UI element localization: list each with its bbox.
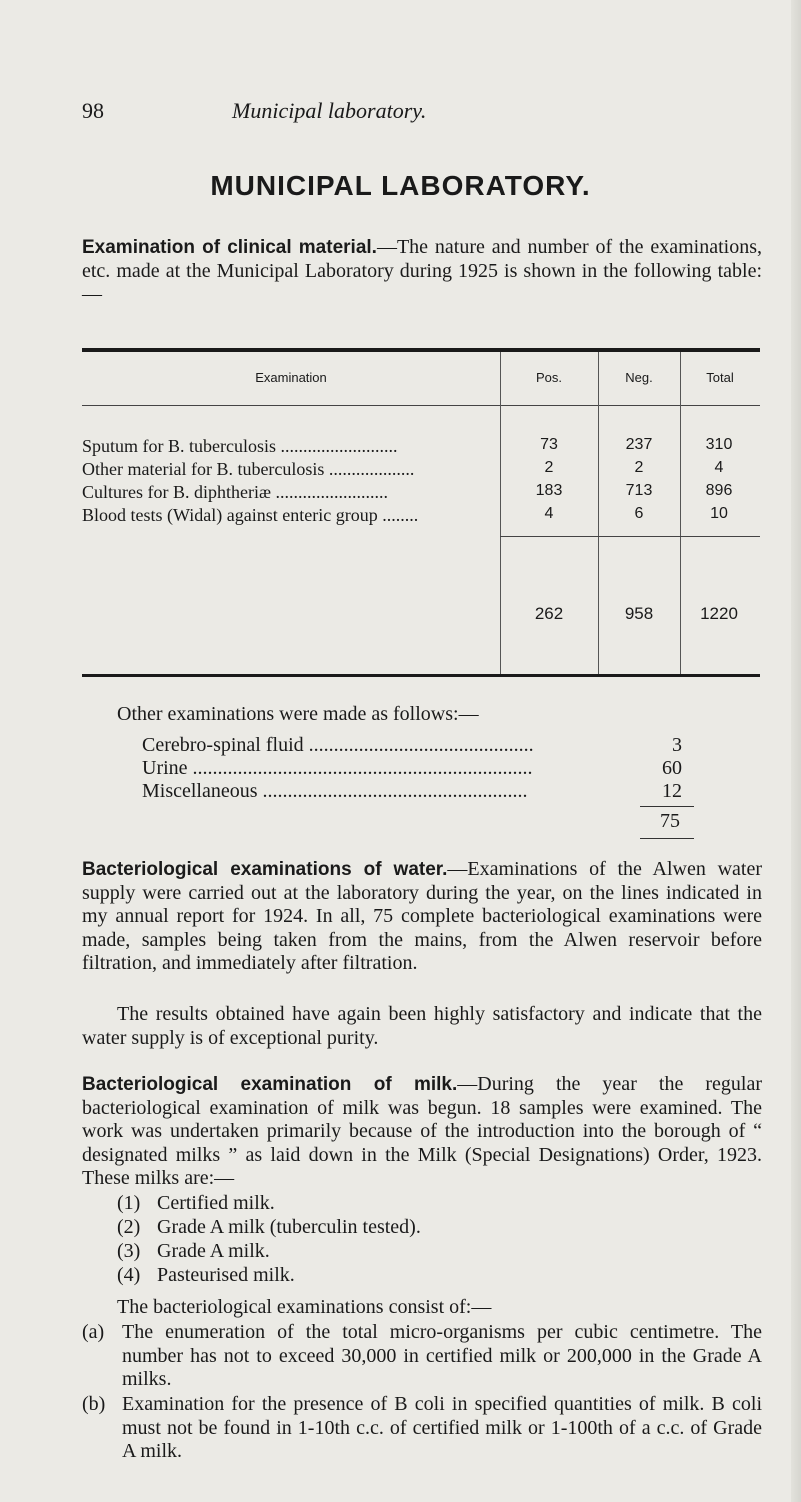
water-results: The results obtained have again been highly satisfactory and indicate that the water supply is of exceptional purity. [82, 1003, 762, 1049]
row-label: Other material for B. tuberculosis ................... [82, 459, 415, 479]
other-item [142, 757, 682, 781]
table-top-rule [82, 348, 760, 352]
water-section [82, 858, 762, 976]
page-number: 98 [82, 98, 104, 123]
consist-intro: The bacteriological examinations consist of:— [117, 1296, 492, 1318]
row-total: 10 [710, 505, 728, 522]
header-neg: Neg. [625, 370, 653, 385]
row-total: 896 [705, 482, 733, 499]
table-bottom-rule [82, 674, 760, 677]
row-label: Sputum for B. tuberculosis .......................... [82, 436, 398, 456]
list-item [117, 1192, 275, 1215]
other-item-label: Urine .................................................................... [142, 757, 533, 779]
table-row [82, 459, 760, 482]
table-row [82, 482, 760, 505]
list-item-text: Pasteurised milk. [157, 1264, 295, 1286]
other-item-value: 12 [662, 780, 682, 802]
list-item-key: (4) [117, 1264, 141, 1286]
milk-heading: Bacteriological examination of milk. [82, 1074, 458, 1095]
sum-rule [640, 806, 694, 807]
row-neg: 237 [625, 436, 653, 453]
other-item-label: Cerebro-spinal fluid ............................................. [142, 734, 534, 756]
list-item-text: Examination for the presence of B coli in specified quantities of milk. B coli must not be found in 1-10th c.c. of certified milk or 1-100th of a c.c. of Grade A milk. [122, 1393, 762, 1462]
other-item-label: Miscellaneous ..................................................... [142, 780, 528, 802]
table-subtotal-rule [500, 536, 760, 537]
list-item-key: (1) [117, 1192, 141, 1214]
page-title: MUNICIPAL LABORATORY. [210, 170, 591, 201]
other-item-value: 3 [672, 734, 682, 756]
row-label: Cultures for B. diphtheriæ ......................... [82, 482, 388, 502]
list-item [117, 1240, 270, 1263]
page-edge-shadow [791, 0, 801, 1502]
header-pos: Pos. [535, 370, 562, 385]
water-text: —Examinations of the Alwen water supply were carried out at the laboratory during the year, on the lines indicated in my annual report for 1924. In all, 75 complete bacteriological examinations were made, samples being taken from the mains, from the Alwen reservoir before filtration, and immediately after filtration. [82, 858, 762, 974]
page-header [82, 98, 722, 138]
list-item [117, 1216, 421, 1239]
row-neg: 713 [625, 482, 653, 499]
milk-text: —During the year the regular bacteriological examination of milk was begun. 18 samples were examined. The work was undertaken primarily because of the introduction into the borough of “ designated milks ” as laid down in the Milk (Special Designations) Order, 1923. These milks are:— [82, 1073, 762, 1189]
row-pos: 183 [535, 482, 563, 499]
total-all: 1220 [700, 604, 738, 623]
row-neg: 6 [634, 505, 644, 522]
clinical-heading: Examination of clinical material. [82, 237, 377, 258]
running-head: Municipal laboratory. [232, 98, 427, 123]
total-neg: 958 [624, 604, 654, 623]
table-header-rule [82, 405, 760, 406]
list-item-text: The enumeration of the total micro-organisms per cubic centimetre. The number has not to exceed 30,000 in certified milk or 200,000 in the Grade A milks. [122, 1321, 762, 1390]
list-item-text: Grade A milk. [157, 1240, 270, 1262]
row-pos: 2 [544, 459, 554, 476]
row-total: 4 [714, 459, 724, 476]
milk-section [82, 1073, 762, 1191]
other-item [142, 780, 682, 804]
list-item-key: (a) [82, 1321, 105, 1343]
list-item-text: Grade A milk (tuberculin tested). [157, 1216, 421, 1238]
table-row [82, 505, 760, 528]
clinical-text: —The nature and number of the examinations, etc. made at the Municipal Laboratory during 1925 is shown in the following table:— [82, 236, 762, 305]
other-item-value: 60 [662, 757, 682, 779]
list-item-key: (3) [117, 1240, 141, 1262]
clinical-table [82, 348, 760, 678]
list-item-key: (b) [82, 1393, 106, 1415]
row-total: 310 [705, 436, 733, 453]
list-item [117, 1264, 295, 1287]
header-examination: Examination [255, 370, 327, 385]
row-neg: 2 [634, 459, 644, 476]
other-item [142, 734, 682, 758]
header-total: Total [706, 370, 734, 385]
sum-rule [640, 838, 694, 839]
water-heading: Bacteriological examinations of water. [82, 859, 448, 880]
list-item-text: Certified milk. [157, 1192, 275, 1214]
row-label: Blood tests (Widal) against enteric group ........ [82, 505, 419, 525]
total-pos: 262 [534, 604, 564, 623]
row-pos: 73 [540, 436, 558, 453]
other-total: 75 [660, 810, 680, 832]
list-item-key: (2) [117, 1216, 141, 1238]
clinical-intro [82, 236, 762, 307]
row-pos: 4 [544, 505, 554, 522]
table-row [82, 436, 760, 459]
other-intro: Other examinations were made as follows:— [117, 703, 479, 725]
